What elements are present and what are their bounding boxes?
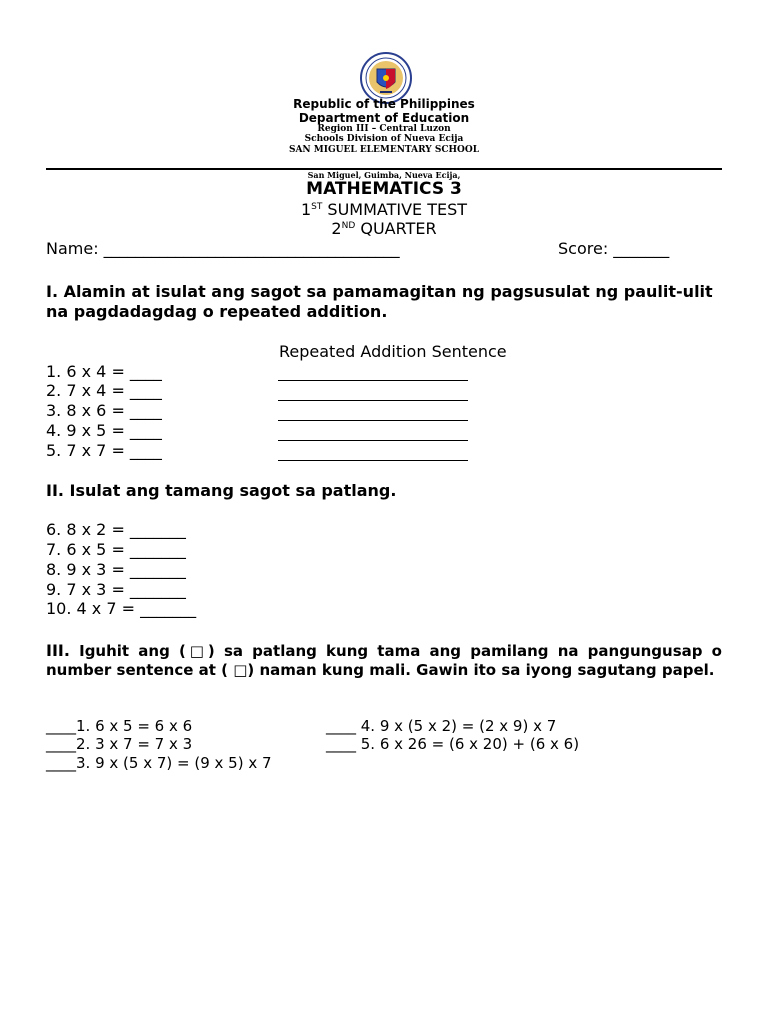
test-ordinal: 1 — [300, 200, 312, 219]
section-1-item: 3. 8 x 6 = ____ — [46, 401, 162, 420]
section-3-heading — [46, 641, 722, 680]
test-title — [0, 200, 768, 219]
section-1-item: 2. 7 x 4 = ____ — [46, 381, 162, 400]
section-1-item: 1. 6 x 4 = ____ — [46, 362, 162, 381]
repeated-addition-answer-line[interactable] — [278, 460, 468, 461]
section-2-heading: II. Isulat ang tamang sagot sa patlang. — [46, 481, 397, 500]
division-label: Schools Division of Nueva Ecija — [304, 134, 464, 144]
quarter-ordinal: 2 — [331, 219, 342, 238]
section-2-item: 8. 9 x 3 = _______ — [46, 560, 186, 579]
section-2-item: 6. 8 x 2 = _______ — [46, 520, 186, 539]
section-3-item: ____2. 3 x 7 = 7 x 3 — [46, 735, 193, 753]
section-3-instructions: Iguhit ang (□) sa patlang kung tama ang pamilang na pangungusap o number sentence at ( □) naman kung mali. Gawin ito sa iyong sagutang papel. — [46, 642, 722, 679]
section-2-item: 9. 7 x 3 = _______ — [46, 580, 186, 599]
department-label: Department of Education — [298, 111, 470, 125]
section-1-heading: I. Alamin at isulat ang sagot sa pamamagitan ng pagsusulat ng paulit-ulit na pagdadagdag o repeated addition. — [46, 282, 713, 321]
score-field[interactable]: Score: _______ — [558, 239, 670, 258]
section-1-item: 4. 9 x 5 = ____ — [46, 421, 162, 440]
repeated-addition-answer-line[interactable] — [278, 400, 468, 401]
quarter-ordinal-suffix: ND — [341, 221, 356, 231]
section-3-item: ____3. 9 x (5 x 7) = (9 x 5) x 7 — [46, 754, 272, 772]
school-name: SAN MIGUEL ELEMENTARY SCHOOL — [288, 145, 480, 155]
section-3-item: ____ 5. 6 x 26 = (6 x 20) + (6 x 6) — [326, 735, 580, 753]
test-ordinal-suffix: ST — [311, 202, 323, 212]
school-address: San Miguel, Guimba, Nueva Ecija, — [307, 170, 461, 180]
section-3-item: ____ 4. 9 x (5 x 2) = (2 x 9) x 7 — [326, 717, 557, 735]
repeated-addition-answer-line[interactable] — [278, 420, 468, 421]
repeated-addition-header: Repeated Addition Sentence — [279, 342, 507, 361]
name-field[interactable]: Name: _____________________________________ — [46, 239, 400, 258]
republic-label: Republic of the Philippines — [293, 97, 475, 111]
quarter-name: QUARTER — [355, 219, 437, 238]
repeated-addition-answer-line[interactable] — [278, 440, 468, 441]
region-label: Region III – Central Luzon — [317, 124, 451, 134]
test-name: SUMMATIVE TEST — [322, 200, 468, 219]
section-2-item: 10. 4 x 7 = _______ — [46, 599, 197, 618]
section-2-item: 7. 6 x 5 = _______ — [46, 540, 186, 559]
repeated-addition-answer-line[interactable] — [278, 380, 468, 381]
section-3-item: ____1. 6 x 5 = 6 x 6 — [46, 717, 193, 735]
section-3-label: III. — [46, 641, 70, 660]
quarter-title — [0, 219, 768, 238]
section-1-item: 5. 7 x 7 = ____ — [46, 441, 162, 460]
subject-title: MATHEMATICS 3 — [306, 179, 462, 199]
